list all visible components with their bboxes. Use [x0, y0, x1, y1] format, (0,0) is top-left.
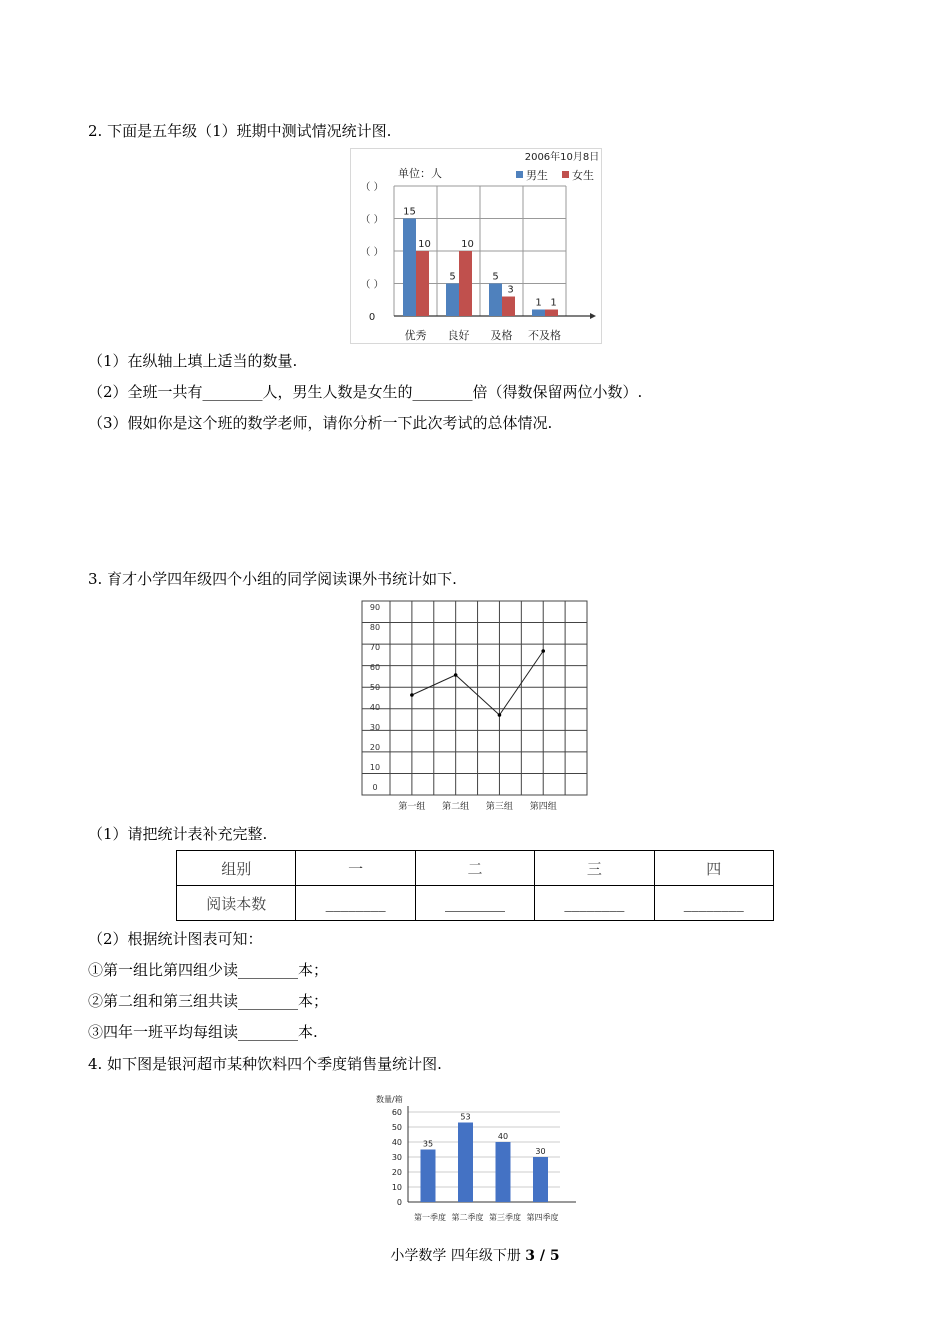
table-header-cell: 二	[415, 851, 534, 886]
y-tick-label: 70	[369, 643, 381, 652]
sales-bar-chart	[370, 1088, 582, 1228]
table-row	[177, 886, 774, 921]
q3-title: 3. 育才小学四年级四个小组的同学阅读课外书统计如下.	[88, 570, 457, 588]
data-label: 1	[550, 297, 557, 309]
y-tick-label: 50	[391, 1123, 402, 1132]
legend-swatch	[562, 171, 569, 178]
legend-label: 女生	[572, 169, 594, 182]
q3-sub1: ①第一组比第四组少读________本；	[88, 961, 329, 979]
bar	[489, 284, 502, 317]
data-label: 10	[418, 239, 431, 250]
table-header-cell: 四	[654, 851, 773, 886]
y-tick-label: （ ）	[360, 214, 384, 226]
x-tick-label: 第二组	[442, 802, 470, 812]
table-header-cell: 三	[535, 851, 654, 886]
table-row-label: 阅读本数	[177, 886, 296, 921]
bar	[545, 310, 558, 317]
data-label: 3	[507, 284, 514, 296]
bar	[421, 1150, 436, 1203]
bar	[502, 297, 515, 317]
page-footer	[0, 1245, 950, 1265]
legend-label: 男生	[526, 169, 548, 182]
bar	[458, 1123, 473, 1203]
data-label: 1	[535, 297, 542, 309]
grid-border	[362, 601, 587, 795]
table-blank-cell[interactable]: ________	[415, 886, 534, 921]
q3-part1: （1）请把统计表补充完整.	[88, 825, 268, 843]
bar	[533, 1157, 548, 1202]
bar	[459, 251, 472, 316]
q2-part2: （2）全班一共有________人，男生人数是女生的________倍（得数保留两位小数）.	[88, 383, 643, 401]
q2-part1: （1）在纵轴上填上适当的数量.	[88, 352, 298, 370]
data-label: 15	[403, 206, 416, 218]
y-tick-label: （ ）	[360, 182, 384, 193]
y-tick-label: 20	[391, 1168, 402, 1177]
y-tick-label: 80	[369, 623, 381, 632]
data-label: 10	[461, 239, 474, 250]
x-tick-label: 第三组	[485, 802, 513, 812]
bar	[532, 310, 545, 317]
q3-sub2: ②第二组和第三组共读________本；	[88, 992, 329, 1010]
data-point	[498, 713, 502, 717]
x-tick-label: 第三季度	[489, 1213, 521, 1222]
data-label: 35	[422, 1139, 434, 1149]
y-tick-label: 40	[369, 703, 381, 712]
y-tick-label: 90	[369, 603, 381, 612]
x-tick-label: 及格	[490, 329, 513, 342]
y-tick-label: 10	[369, 763, 381, 772]
x-tick-label: 第四季度	[526, 1213, 559, 1222]
q2-title: 2. 下面是五年级（1）班期中测试情况统计图.	[88, 122, 392, 140]
x-tick-label: 不及格	[528, 329, 561, 342]
bar	[416, 251, 429, 316]
y-tick-label: 30	[391, 1153, 402, 1162]
y-tick-label: 0	[368, 312, 376, 323]
x-tick-label: 良好	[447, 329, 470, 342]
table-blank-cell[interactable]: ________	[654, 886, 773, 921]
data-label: 5	[492, 271, 499, 283]
exam-bar-chart	[350, 148, 602, 344]
q3-part2: （2）根据统计图表可知：	[88, 930, 263, 948]
data-point	[454, 673, 458, 677]
y-tick-label: 20	[369, 743, 381, 752]
unit-label: 单位：人	[398, 167, 442, 180]
x-axis-arrow	[590, 313, 596, 319]
x-tick-label: 第四组	[529, 802, 557, 812]
y-tick-label: 60	[369, 663, 381, 672]
data-label: 40	[497, 1132, 509, 1141]
y-axis-label: 数量/箱	[376, 1095, 403, 1104]
y-tick-label: （ ）	[360, 279, 384, 291]
y-tick-label: 10	[391, 1183, 402, 1192]
data-point	[541, 649, 545, 653]
table-blank-cell[interactable]: ________	[296, 886, 415, 921]
data-point	[410, 693, 414, 697]
table-header-cell: 组别	[177, 851, 296, 886]
q3-sub3: ③四年一班平均每组读________本.	[88, 1023, 318, 1041]
y-tick-label: 30	[369, 723, 381, 732]
x-tick-label: 第一组	[398, 802, 426, 812]
x-tick-label: 优秀	[404, 329, 427, 342]
legend-swatch	[516, 171, 523, 178]
table-header-cell: 一	[296, 851, 415, 886]
table-blank-cell[interactable]: ________	[535, 886, 654, 921]
data-label: 30	[535, 1147, 546, 1156]
y-tick-label: 60	[391, 1108, 402, 1117]
table-row	[177, 851, 774, 886]
q2-part3: （3）假如你是这个班的数学老师，请你分析一下此次考试的总体情况.	[88, 414, 553, 432]
reading-table	[176, 850, 774, 921]
bar	[403, 219, 416, 317]
y-tick-label: 0	[396, 1198, 402, 1207]
q4-title: 4. 如下图是银河超市某种饮料四个季度销售量统计图.	[88, 1055, 442, 1073]
bar	[446, 284, 459, 317]
y-tick-label: 40	[391, 1138, 402, 1147]
x-tick-label: 第一季度	[414, 1213, 446, 1222]
x-tick-label: 第二季度	[451, 1213, 484, 1222]
data-label: 53	[460, 1112, 471, 1122]
footer-text: 小学数学 四年级下册	[390, 1248, 521, 1264]
data-label: 5	[449, 271, 456, 283]
page-number: 3 / 5	[525, 1248, 560, 1264]
chart-title: 2006年10月8日	[524, 152, 600, 163]
y-tick-label: 0	[372, 783, 378, 792]
y-tick-label: 50	[369, 683, 381, 692]
y-tick-label: （ ）	[360, 247, 384, 258]
bar	[496, 1142, 511, 1202]
reading-line-chart	[356, 598, 596, 816]
